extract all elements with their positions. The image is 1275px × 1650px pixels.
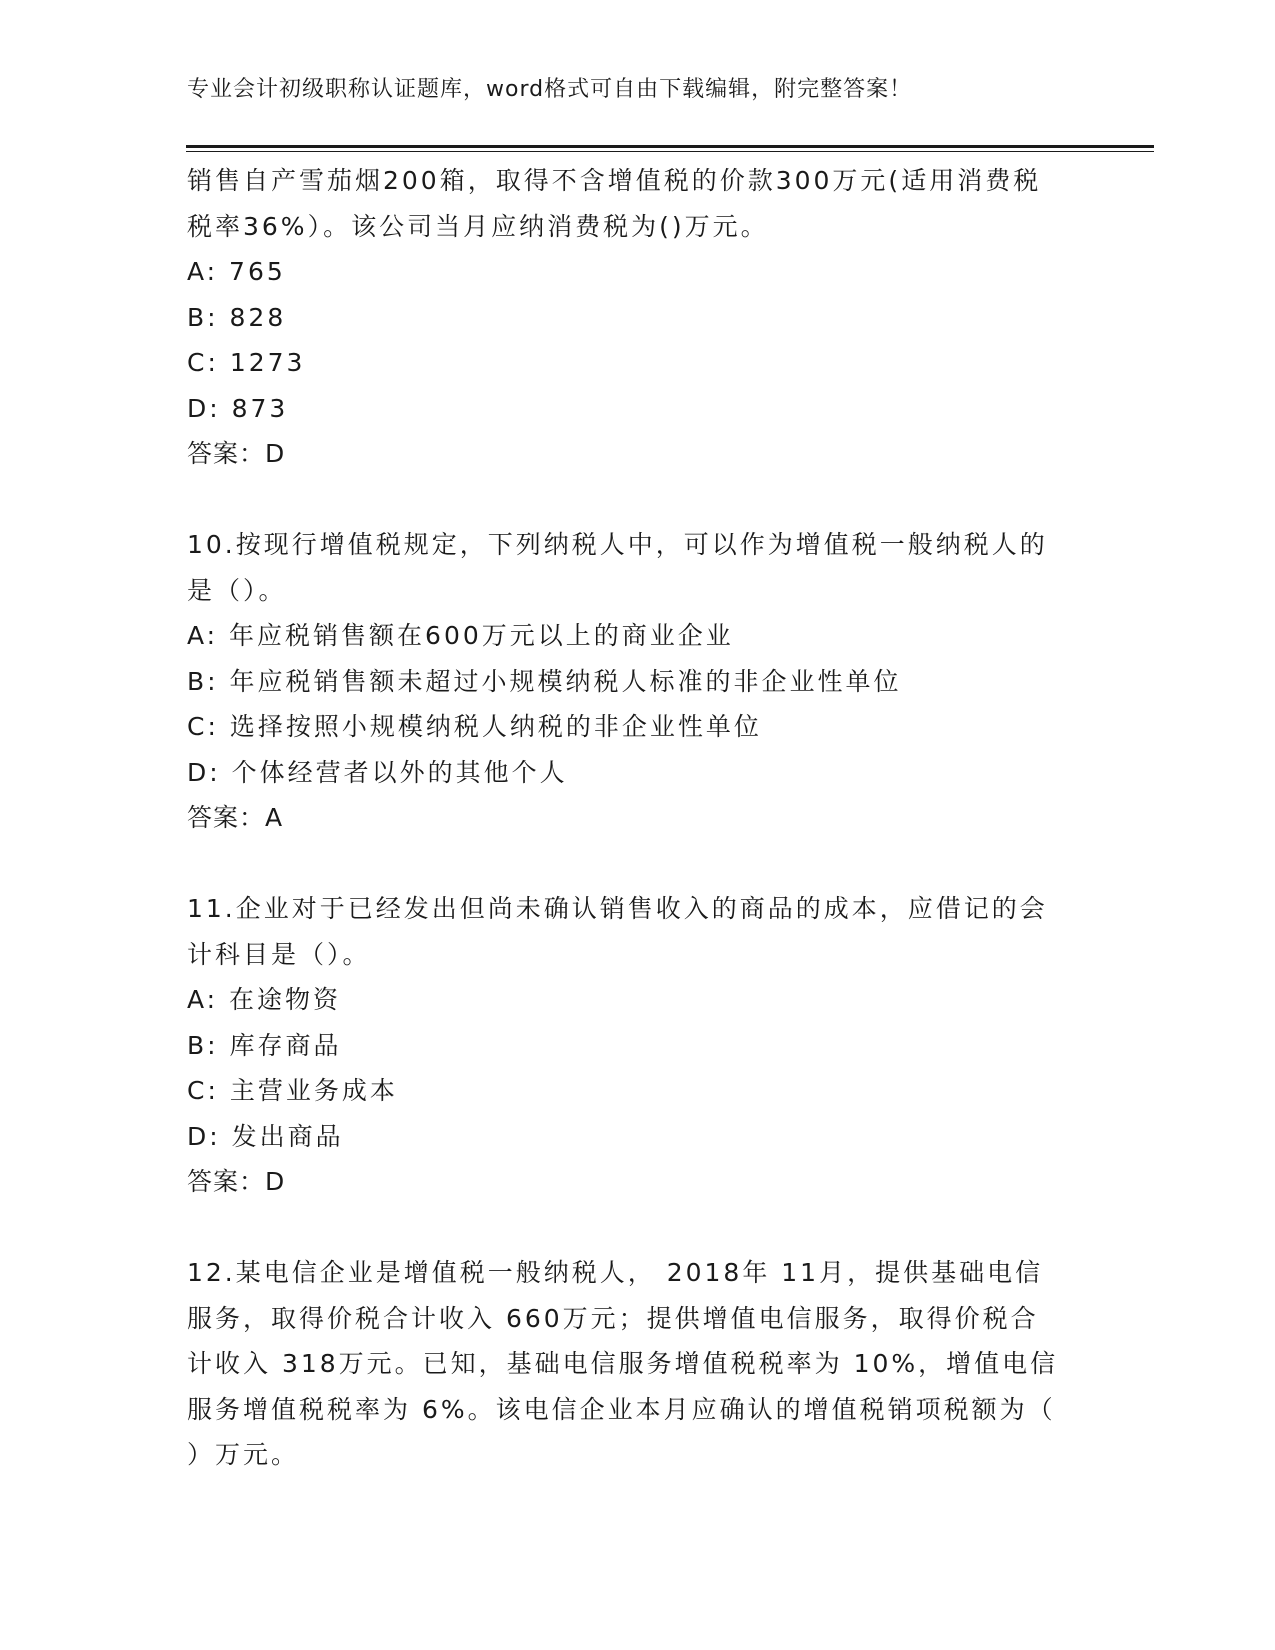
- question-stem-line: 服务增值税税率为 6%。该电信企业本月应确认的增值税销项税额为（: [187, 1394, 1056, 1424]
- option-c: C: 1273: [187, 348, 306, 377]
- option-a: A: 在途物资: [187, 985, 342, 1014]
- option-a: A: 年应税销售额在600万元以上的商业企业: [187, 621, 734, 650]
- question-10: [187, 522, 1087, 841]
- answer-label: 答案：D: [187, 439, 286, 468]
- question-stem-line: 11.企业对于已经发出但尚未确认销售收入的商品的成本，应借记的会: [187, 894, 1048, 923]
- question-stem-line: 是（）。: [187, 575, 287, 605]
- question-9: [187, 158, 1087, 477]
- option-a: A: 765: [187, 257, 286, 286]
- spacer: [187, 841, 1087, 887]
- page-header: 专业会计初级职称认证题库，word格式可自由下载编辑，附完整答案！: [187, 77, 913, 102]
- question-stem-line: 税率36%）。该公司当月应纳消费税为()万元。: [187, 211, 769, 241]
- answer-label: 答案：D: [187, 1167, 286, 1196]
- option-d: D: 发出商品: [187, 1121, 344, 1151]
- option-b: B: 年应税销售额未超过小规模纳税人标准的非企业性单位: [187, 666, 902, 696]
- option-d: D: 873: [187, 393, 289, 423]
- option-c: C: 主营业务成本: [187, 1076, 398, 1105]
- question-stem-line: 12.某电信企业是增值税一般纳税人， 2018年 11月，提供基础电信: [187, 1258, 1044, 1287]
- question-stem-line: 10.按现行增值税规定，下列纳税人中，可以作为增值税一般纳税人的: [187, 530, 1048, 559]
- header-divider-thin: [186, 151, 1154, 152]
- option-b: B: 828: [187, 302, 287, 332]
- option-c: C: 选择按照小规模纳税人纳税的非企业性单位: [187, 712, 762, 741]
- header-divider-thick: [186, 145, 1154, 148]
- question-12: [187, 1250, 1087, 1478]
- question-list: [187, 158, 1087, 1478]
- question-stem-line: 销售自产雪茄烟200箱，取得不含增值税的价款300万元(适用消费税: [187, 166, 1042, 195]
- question-stem-line: 计科目是（）。: [187, 939, 371, 969]
- question-stem-line: 服务，取得价税合计收入 660万元；提供增值电信服务，取得价税合: [187, 1303, 1039, 1333]
- option-d: D: 个体经营者以外的其他个人: [187, 757, 568, 787]
- answer-label: 答案：A: [187, 803, 284, 832]
- spacer: [187, 1205, 1087, 1251]
- spacer: [187, 477, 1087, 523]
- question-11: [187, 886, 1087, 1205]
- question-stem-line: 计收入 318万元。已知，基础电信服务增值税税率为 10%，增值电信: [187, 1349, 1059, 1378]
- option-b: B: 库存商品: [187, 1030, 342, 1060]
- question-stem-line: ）万元。: [187, 1440, 300, 1469]
